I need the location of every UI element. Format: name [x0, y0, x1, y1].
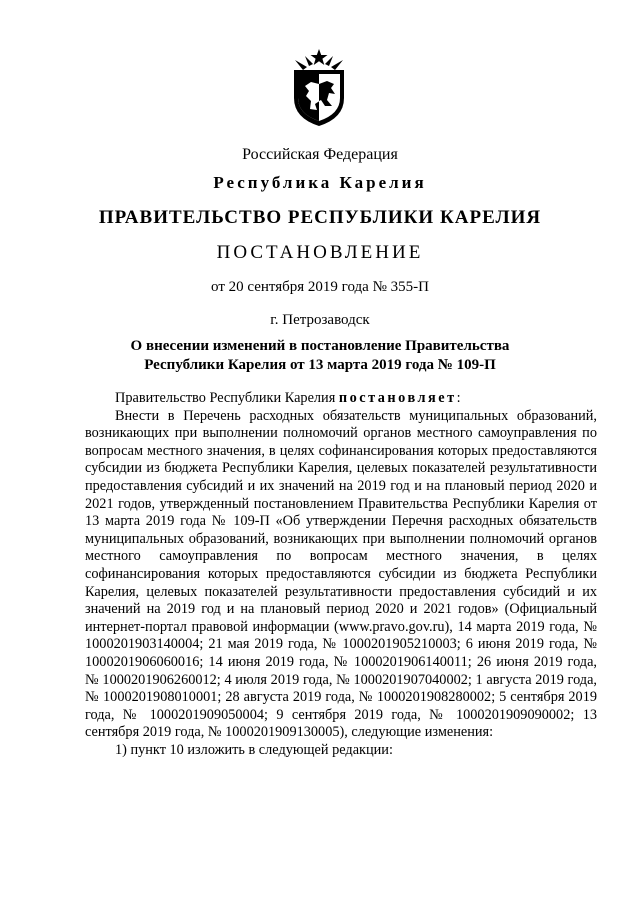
intro-prefix: Правительство Республики Карелия — [115, 390, 339, 406]
intro-suffix: : — [456, 390, 461, 406]
intro-paragraph — [85, 390, 597, 408]
country-name: Российская Федерация — [242, 146, 398, 163]
document-body — [85, 390, 597, 759]
city: г. Петрозаводск — [270, 312, 370, 328]
title-line-1: О внесении изменений в постановление Правительства — [130, 338, 510, 354]
item-1: 1) пункт 10 изложить в следующей редакции: — [115, 741, 393, 758]
republic-name: Республика Карелия — [213, 173, 427, 192]
title-line-2: Республики Карелия от 13 марта 2019 года № 109-П — [144, 357, 496, 373]
date-and-number: от 20 сентября 2019 года № 355-П — [211, 279, 429, 295]
decree-word: постановляет — [338, 390, 457, 406]
main-paragraph: Внести в Перечень расходных обязательств муниципальных образований, возникающих при выполнении полномочий органов местного самоуправления по вопросам местного значения, в целях софинансирования которых предоставляются субсидии из бюджета Республики Карелия, целевых показателей результативности предоставления субсидий и их значений на 2019 год и на плановый период 2020 и 2021 годов, утвержденный постановлением Правительства Республики Карелия от 13 марта 2019 года № 109-П «Об утверждении Перечня расходных обязательств муниципальных образований, возникающих при выполнении полномочий органов местного самоуправления по вопросам местного значения, в целях софинансирования которых предоставляются субсидии из бюджета Республики Карелия, целевых показателей результативности предоставления субсидий и их значений на 2019 год и на плановый период 2020 и 2021 годов» (Официальный интернет-портал правовой информации (www.pravo.gov.ru), 14 марта 2019 года, № 1000201903140004; 21 мая 2019 года, № 1000201905210003; 6 июня 2019 года, № 1000201906060016; 14 июня 2019 года, № 1000201906140011; 26 июня 2019 года, № 1000201906260012; 4 июля 2019 года, № 1000201907040002; 1 августа 2019 года, № 1000201908010001; 28 августа 2019 года, № 1000201908280002; 5 сентября 2019 года, № 1000201909050004; 9 сентября 2019 года, № 1000201909090002; 13 сентября 2019 года, № 1000201909130005), следующие изменения: — [85, 407, 597, 741]
government-name: ПРАВИТЕЛЬСТВО РЕСПУБЛИКИ КАРЕЛИЯ — [98, 207, 542, 228]
coat-of-arms-icon — [289, 48, 349, 128]
document-type: ПОСТАНОВЛЕНИЕ — [216, 242, 424, 263]
